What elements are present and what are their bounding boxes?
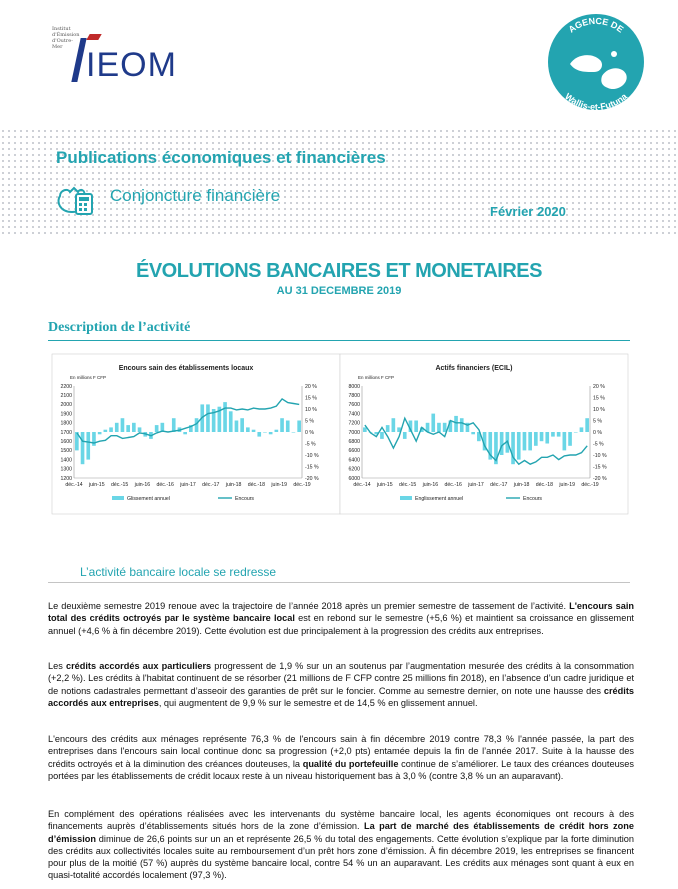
p2-run: Les	[48, 661, 66, 671]
bar	[98, 432, 102, 434]
bar	[403, 432, 407, 439]
paragraph-4	[48, 808, 634, 882]
bar	[263, 432, 267, 433]
x-tick-label: juin-18	[513, 482, 530, 488]
y-tick-label: 1200	[60, 475, 72, 482]
x-tick-label: juin-16	[422, 482, 439, 488]
bar	[363, 427, 367, 432]
bar	[81, 432, 85, 464]
p2-run: crédits accordés aux entreprises	[48, 685, 634, 708]
x-tick-label: déc.-18	[535, 482, 554, 488]
y2-tick-label: 15 %	[305, 395, 317, 402]
bar	[172, 418, 176, 432]
bar	[86, 432, 90, 460]
bar	[183, 432, 187, 434]
bar	[380, 432, 384, 439]
legend-label: Englissement annuel	[415, 496, 464, 502]
p2-run: , qui augmentent de 9,9 % sur le semestre et de 14,5 % en glissement annuel.	[158, 697, 478, 708]
y-tick-label: 1500	[60, 448, 72, 455]
bar	[460, 418, 464, 432]
bar	[545, 432, 549, 444]
bar	[500, 432, 504, 455]
p1-run: L'encours sain total des crédits octroyés par le système bancaire local	[48, 601, 634, 624]
y2-tick-label: -5 %	[305, 441, 316, 448]
bar	[454, 416, 458, 432]
paragraph-3	[48, 733, 634, 782]
y2-tick-label: -15 %	[305, 464, 319, 471]
legend-label: Glissement annuel	[127, 496, 170, 502]
agency-logo	[536, 2, 656, 122]
section-heading: Description de l’activité	[48, 320, 191, 335]
bar	[580, 427, 584, 432]
x-tick-label: déc.-16	[444, 482, 462, 488]
y-tick-label: 7000	[348, 429, 360, 436]
y-tick-label: 6000	[348, 475, 360, 482]
y-tick-label: 2000	[60, 402, 72, 409]
ieom-logo-caption: Institut d'Émission d'Outre-Mer	[52, 26, 80, 50]
agency-bottom-text: Wallis-et-Futuna	[562, 91, 630, 113]
page-header	[0, 0, 678, 130]
p2-run: progressent de 1,9 % sur un an soutenus par l’augmentation mesurée des crédits à la consommation (+2,2 %). Les crédits à l'habitat continuent de se résorber (21 millions de F CFP contre 25 millions fin 2018), en l’absence d’un cadre juridique et de notions cadastrales permettant d’asseoir des garanties de prêt sur le foncier. Comme au semestre dernier, on note une hausse des	[48, 661, 635, 696]
x-tick-label: juin-16	[134, 482, 151, 488]
chart-encours-sain	[52, 354, 340, 514]
x-tick-label: déc.-14	[65, 482, 83, 488]
y2-tick-label: -20 %	[593, 475, 607, 482]
bar	[443, 423, 447, 432]
x-tick-label: déc.-16	[156, 482, 174, 488]
y2-tick-label: 5 %	[593, 418, 602, 425]
bar	[235, 421, 239, 433]
legend-swatch-bar	[112, 496, 124, 500]
y2-tick-label: -10 %	[593, 452, 607, 459]
x-tick-label: déc.-19	[293, 482, 311, 488]
bar	[275, 430, 279, 432]
p3-run: qualité du portefeuille	[302, 758, 399, 769]
bar	[138, 427, 142, 432]
bar	[252, 430, 256, 432]
page-subtitle: AU 31 DECEMBRE 2019	[276, 285, 402, 297]
bar	[517, 432, 521, 460]
agency-top-text: AGENCE DE	[566, 15, 626, 35]
bar	[92, 432, 96, 446]
x-tick-label: juin-15	[377, 482, 393, 488]
bar	[269, 432, 273, 434]
bar	[109, 427, 113, 432]
chart-svg	[340, 354, 628, 514]
y-tick-label: 7600	[348, 402, 360, 409]
y-tick-label: 1700	[60, 429, 72, 436]
y2-tick-label: 0 %	[305, 429, 314, 436]
bar	[223, 402, 227, 432]
y2-tick-label: 10 %	[305, 406, 317, 413]
x-tick-label: juin-19	[559, 482, 575, 488]
legend-label: Encours	[523, 496, 543, 502]
x-tick-label: déc.-18	[247, 482, 266, 488]
y-tick-label: 1300	[60, 466, 72, 473]
bar	[386, 425, 390, 432]
bar	[563, 432, 567, 450]
bar	[431, 414, 435, 432]
section-divider	[48, 340, 630, 341]
page-title: ÉVOLUTIONS BANCAIRES ET MONETAIRES	[136, 260, 542, 282]
chart-unit: En millions F CFP	[358, 375, 395, 380]
y-tick-label: 6800	[348, 439, 360, 445]
y-tick-label: 2100	[60, 393, 72, 399]
y-tick-label: 1800	[60, 420, 72, 427]
bar	[104, 430, 108, 432]
x-tick-label: juin-18	[225, 482, 242, 488]
bar	[585, 418, 589, 432]
bar	[240, 418, 244, 432]
series-title: Conjoncture financière	[110, 186, 281, 205]
bar	[280, 418, 284, 432]
bar	[523, 432, 527, 450]
body-subheading: L’activité bancaire locale se redresse	[80, 565, 277, 579]
bar	[437, 423, 441, 432]
y2-tick-label: -5 %	[593, 441, 604, 448]
paragraph-2	[48, 660, 634, 709]
y-tick-label: 1900	[60, 411, 72, 418]
paragraph-1	[48, 600, 634, 637]
y-tick-label: 2200	[60, 383, 72, 390]
y2-tick-label: 20 %	[305, 383, 317, 390]
ieom-logo-text: IEOM	[86, 46, 177, 84]
y2-tick-label: -15 %	[593, 464, 607, 471]
bar	[115, 423, 119, 432]
x-tick-label: déc.-14	[353, 482, 371, 488]
legend-swatch-bar	[400, 496, 412, 500]
x-tick-label: juin-17	[180, 482, 196, 488]
p2-run: crédits accordés aux particuliers	[65, 661, 212, 671]
y2-tick-label: -10 %	[305, 452, 319, 459]
bar	[414, 421, 418, 433]
y-tick-label: 6400	[348, 457, 360, 464]
legend-label: Encours	[235, 496, 255, 502]
y2-tick-label: -20 %	[305, 475, 319, 482]
p4-run: En complément des opérations réalisées avec les intervenants du système bancaire local, les agents économiques ont recours à des financements auprès d’établissements situés hors de la zone d’émission.	[48, 809, 634, 832]
y-tick-label: 7400	[348, 411, 360, 418]
p1-run: est en rebond sur le semestre (+5,6 %) et maintient sa croissance en glissement annuel (+4,6 % à fin décembre 2019). Cette évolution est due principalement à la progression des crédits aux entreprises.	[48, 613, 634, 636]
bar	[286, 421, 290, 433]
ieom-logo	[52, 22, 202, 92]
bar	[292, 432, 296, 433]
y2-tick-label: 20 %	[593, 383, 605, 390]
p3-run: continue de s’améliorer. Le taux des créances douteuses portées par les établissements de crédit locaux reste à un niveau historiquement bas à 3,0 % (contre 3,8 % un an auparavant).	[48, 758, 634, 781]
bar	[568, 432, 572, 446]
publication-band	[0, 128, 678, 236]
bar	[534, 432, 538, 446]
bar	[297, 421, 301, 433]
y-tick-label: 1600	[60, 439, 72, 445]
publication-date: Février 2020	[490, 204, 566, 219]
bar	[246, 427, 250, 432]
bar	[551, 432, 555, 437]
y2-tick-label: 15 %	[593, 395, 605, 402]
x-tick-label: déc.-17	[490, 482, 508, 488]
p4-run: La part de marché des établissements de crédit hors zone d’émission	[48, 821, 634, 844]
y2-tick-label: 5 %	[305, 418, 314, 425]
bar	[392, 418, 396, 432]
x-tick-label: déc.-19	[581, 482, 599, 488]
x-tick-label: juin-17	[468, 482, 484, 488]
bar	[528, 432, 532, 450]
chart-unit: En millions F CFP	[70, 375, 107, 380]
y2-tick-label: 0 %	[593, 429, 602, 436]
bar	[155, 425, 159, 432]
bar	[471, 432, 475, 434]
y-tick-label: 7200	[348, 420, 360, 427]
x-tick-label: juin-15	[89, 482, 105, 488]
bar	[206, 404, 210, 432]
y-tick-label: 1400	[60, 457, 72, 464]
x-tick-label: juin-19	[271, 482, 287, 488]
publication-title: Publications économiques et financières	[56, 148, 386, 167]
p3-run: L'encours des crédits aux ménages représente 76,3 % de l'encours sain à fin décembre 2019 contre 78,3 % l'année passée, la part des entreprises dans l'encours sain local continue donc sa progression (+2,0 pts) entamée depuis la fin de l’année 2017. Suite à la hausse des crédits octroyés et à la diminution des créances douteuses, la	[48, 734, 634, 769]
bar	[574, 432, 578, 433]
bar	[132, 423, 136, 432]
y-tick-label: 6600	[348, 448, 360, 455]
x-tick-label: déc.-17	[202, 482, 220, 488]
chart-svg	[52, 354, 340, 514]
bar	[229, 411, 233, 432]
bar	[557, 432, 561, 437]
y-tick-label: 7800	[348, 393, 360, 399]
chart-actifs-financiers	[340, 354, 628, 514]
money-calculator-icon	[56, 182, 96, 216]
bar	[540, 432, 544, 441]
bar	[126, 425, 130, 432]
chart-title: Encours sain des établissements locaux	[118, 365, 254, 372]
x-tick-label: déc.-15	[110, 482, 129, 488]
y2-tick-label: 10 %	[593, 406, 605, 413]
bar	[257, 432, 261, 437]
y-tick-label: 6200	[348, 466, 360, 473]
bar	[121, 418, 125, 432]
subheading-divider	[48, 582, 630, 583]
chart-title: Actifs financiers (ECIL)	[435, 365, 513, 372]
y-tick-label: 8000	[348, 383, 360, 390]
x-tick-label: déc.-15	[398, 482, 417, 488]
p1-run: Le deuxième semestre 2019 renoue avec la trajectoire de l’année 2018 après un premier semestre de tassement de l’activité.	[48, 601, 570, 611]
p4-run: diminue de 26,6 points sur un an et représente 26,5 % du total des engagements. Cette évolution s’explique par la forte diminution des crédits aux collectivités locales suite au remboursement d’un prêt hors zone d’émission. À fin décembre 2019, les entreprises se financent pour plus de la moitié (57 %) auprès du système bancaire local, contre 54 % un an auparavant. Les crédits aux ménages sont quant à eux en quasi-totalité accordés localement (97,3 %).	[48, 833, 634, 881]
